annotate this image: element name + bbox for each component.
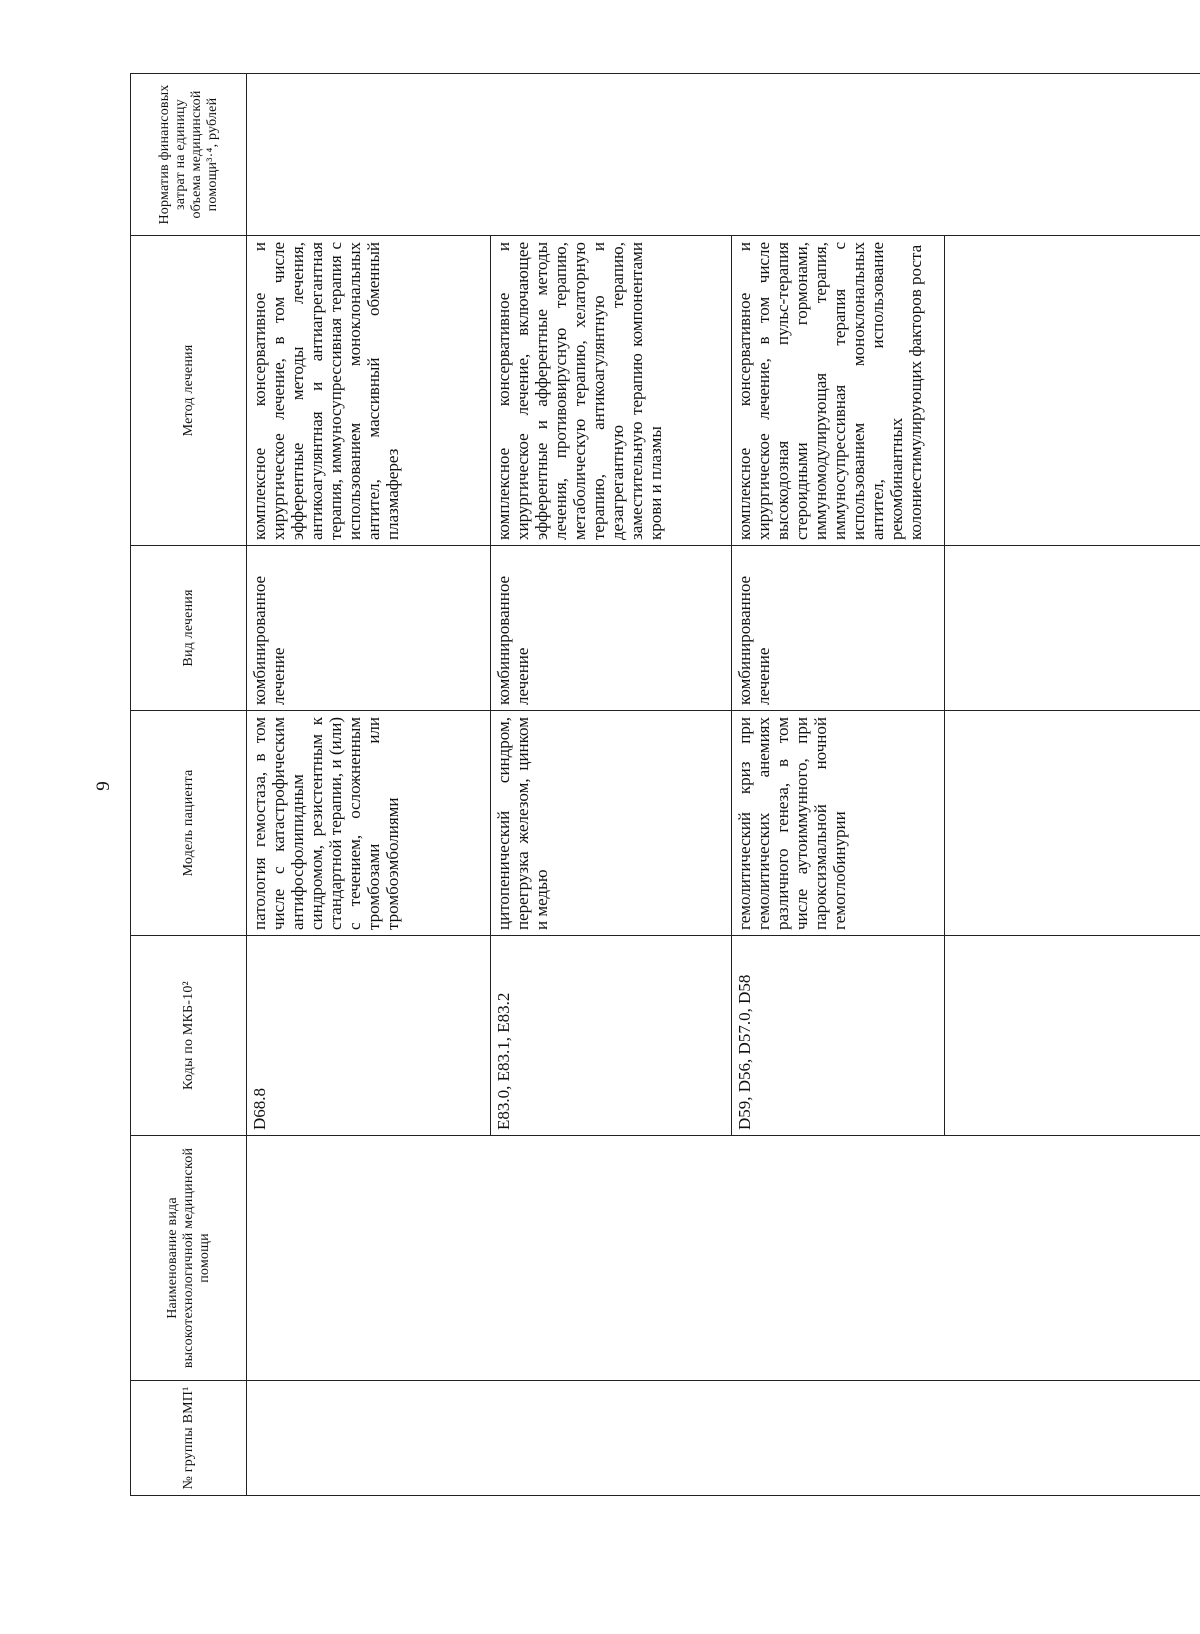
header-row	[131, 74, 247, 1496]
model-cell: патология гемостаза, в том числе с катастрофическим антифосфолипидным синдромом, резистентным к стандартной терапии, и (или) с течением, осложненным тромбозами или тромбоэмболиями	[247, 711, 491, 936]
treatment-type-cell: комбинированное лечение	[732, 546, 945, 711]
col-header-codes: Коды по МКБ-10²	[131, 936, 247, 1136]
codes-cell: D59, D56, D57.0, D58	[732, 936, 945, 1136]
col-header-model: Модель пациента	[131, 711, 247, 936]
col-header-cost: Норматив финансовых затрат на единицу объема медицинской помощи³·⁴, рублей	[131, 74, 247, 236]
empty-cell	[945, 546, 1200, 711]
empty-cell	[945, 236, 1200, 546]
col-header-group-no: № группы ВМП¹	[131, 1381, 247, 1496]
codes-cell: D68.8	[247, 936, 491, 1136]
cost-cell	[247, 74, 1200, 236]
page-number: 9	[93, 781, 114, 791]
method-cell: комплексное консервативное и хирургическое лечение, включающее эфферентные и афферентные методы лечения, противовирусную терапию, метаболическую терапию, хелаторную терапию, антикоагулянтную и дезагрегантную терапию, заместительную терапию компонентами крови и плазмы	[491, 236, 732, 546]
method-cell: комплексное консервативное и хирургическое лечение, в том числе эфферентные методы лечения, антикоагулянтная и антиагрегантная терапия, иммуносупрессивная терапия с использованием моноклональных антител, массивный обменный плазмаферез	[247, 236, 491, 546]
col-header-name: Наименование вида высокотехнологичной медицинской помощи	[131, 1136, 247, 1381]
model-cell: гемолитический криз при гемолитических анемиях различного генеза, в том числе аутоиммунного, при пароксизмальной ночной гемоглобинурии	[732, 711, 945, 936]
method-cell: комплексное консервативное и хирургическое лечение, в том числе высокодозная пульс-терапия стероидными гормонами, иммуномодулирующая терапия, иммуносупрессивная терапия с использованием моноклональных антител, использование рекомбинантных колониестимулирующих факторов роста	[732, 236, 945, 546]
model-cell: цитопенический синдром, перегрузка железом, цинком и медью	[491, 711, 732, 936]
treatment-type-cell: комбинированное лечение	[247, 546, 491, 711]
col-header-treatment-type: Вид лечения	[131, 546, 247, 711]
table-row	[247, 74, 491, 1496]
empty-cell	[945, 936, 1200, 1136]
vmp-table	[130, 73, 1200, 1496]
name-cell	[247, 1136, 1200, 1381]
codes-cell: E83.0, E83.1, E83.2	[491, 936, 732, 1136]
col-header-method: Метод лечения	[131, 236, 247, 546]
treatment-type-cell: комбинированное лечение	[491, 546, 732, 711]
group-no-cell	[247, 1381, 1200, 1496]
rotated-table-container	[130, 74, 1200, 1496]
empty-cell	[945, 711, 1200, 936]
